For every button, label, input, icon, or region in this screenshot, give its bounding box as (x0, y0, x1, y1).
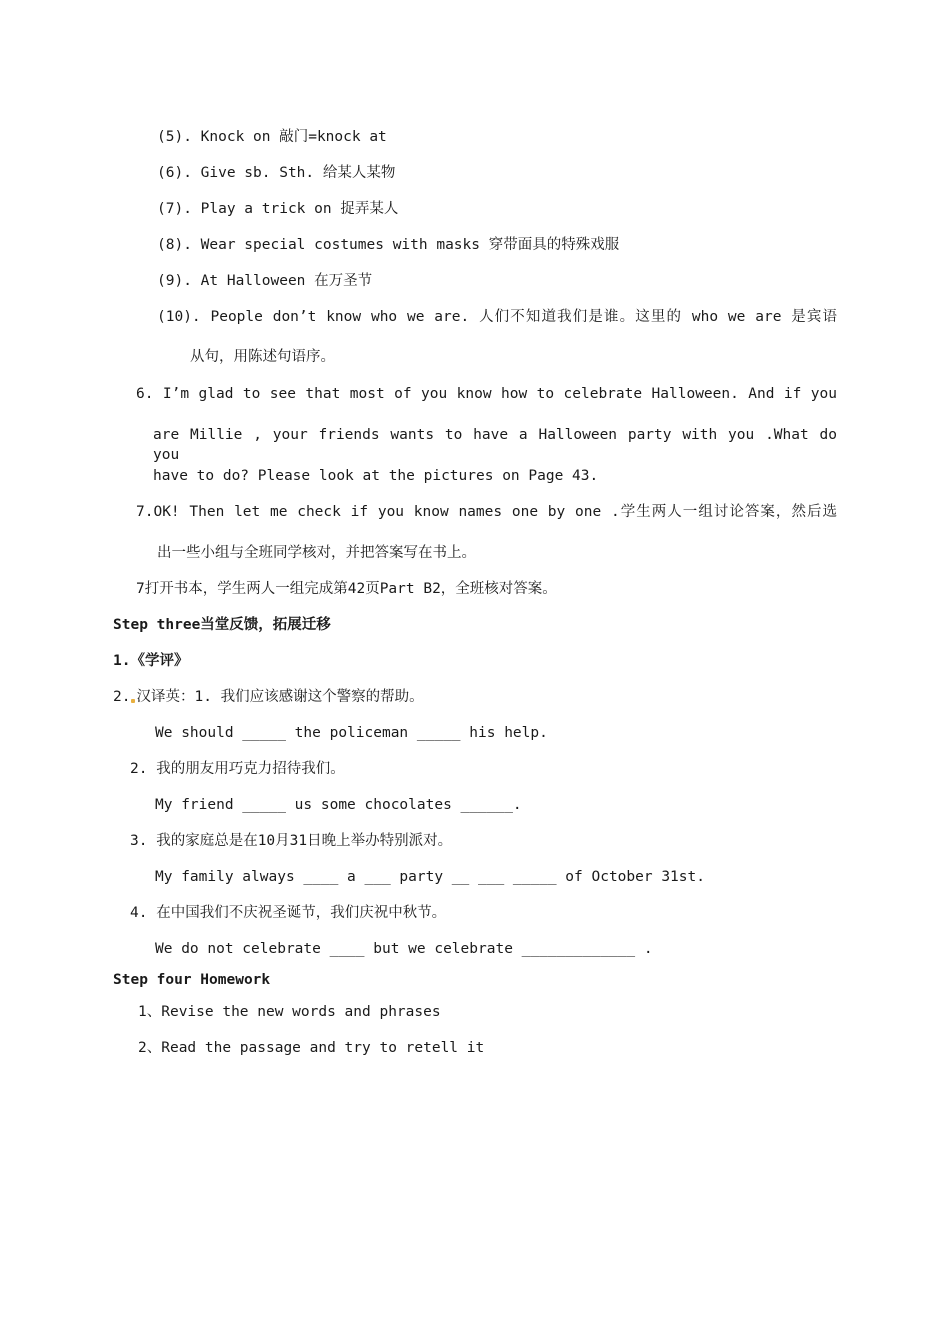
question-1-english: We should _____ the policeman _____ his help. (155, 725, 548, 741)
item-6-line2: are Millie , your friends wants to have a Halloween party with you .What do you (153, 427, 837, 463)
phrase-8: (8). Wear special costumes with masks 穿带面具的特殊戏服 (157, 237, 620, 253)
item-7b: 7打开书本，学生两人一组完成第42页Part B2，全班核对答案。 (136, 581, 557, 597)
question-3-english: My family always ____ a ___ party __ ___ _____ of October 31st. (155, 869, 705, 885)
step-three-sub1: 1.《学评》 (113, 653, 189, 669)
homework-1: 1、Revise the new words and phrases (138, 1004, 441, 1020)
phrase-6: (6). Give sb. Sth. 给某人某物 (157, 165, 396, 181)
question-4-english: We do not celebrate ____ but we celebrate _____________ . (155, 941, 653, 957)
step-three-sub2 (113, 687, 424, 707)
homework-2: 2、Read the passage and try to retell it (138, 1040, 485, 1056)
phrase-9: (9). At Halloween 在万圣节 (157, 273, 373, 289)
marker-dot (131, 699, 135, 703)
phrase-7: (7). Play a trick on 捉弄某人 (157, 201, 399, 217)
step-three-sub2-prefix: 2. (113, 689, 131, 705)
step-four-heading: Step four Homework (113, 972, 271, 988)
question-2-english: My friend _____ us some chocolates ______. (155, 797, 522, 813)
step-three-heading: Step three当堂反馈，拓展迁移 (113, 617, 331, 633)
item-7-line2: 出一些小组与全班同学核对，并把答案写在书上。 (157, 545, 476, 561)
step-three-sub2-text: 汉译英：1. 我们应该感谢这个警察的帮助。 (136, 689, 424, 705)
question-2-chinese: 2. 我的朋友用巧克力招待我们。 (130, 761, 345, 777)
question-4-chinese: 4. 在中国我们不庆祝圣诞节，我们庆祝中秋节。 (130, 905, 447, 921)
phrase-5: (5). Knock on 敲门=knock at (157, 129, 387, 145)
item-6-line3: have to do? Please look at the pictures on Page 43. (153, 468, 599, 484)
phrase-10-line2: 从句，用陈述句语序。 (190, 349, 335, 365)
phrase-10-line1: (10). People don’t know who we are. 人们不知道我们是谁。这里的 who we are 是宾语 (157, 309, 837, 325)
item-7-line1: 7.OK! Then let me check if you know names one by one .学生两人一组讨论答案，然后选 (136, 504, 837, 520)
question-3-chinese: 3. 我的家庭总是在10月31日晚上举办特别派对。 (130, 833, 453, 849)
item-6-line1: 6. I’m glad to see that most of you know how to celebrate Halloween. And if you (136, 386, 837, 402)
